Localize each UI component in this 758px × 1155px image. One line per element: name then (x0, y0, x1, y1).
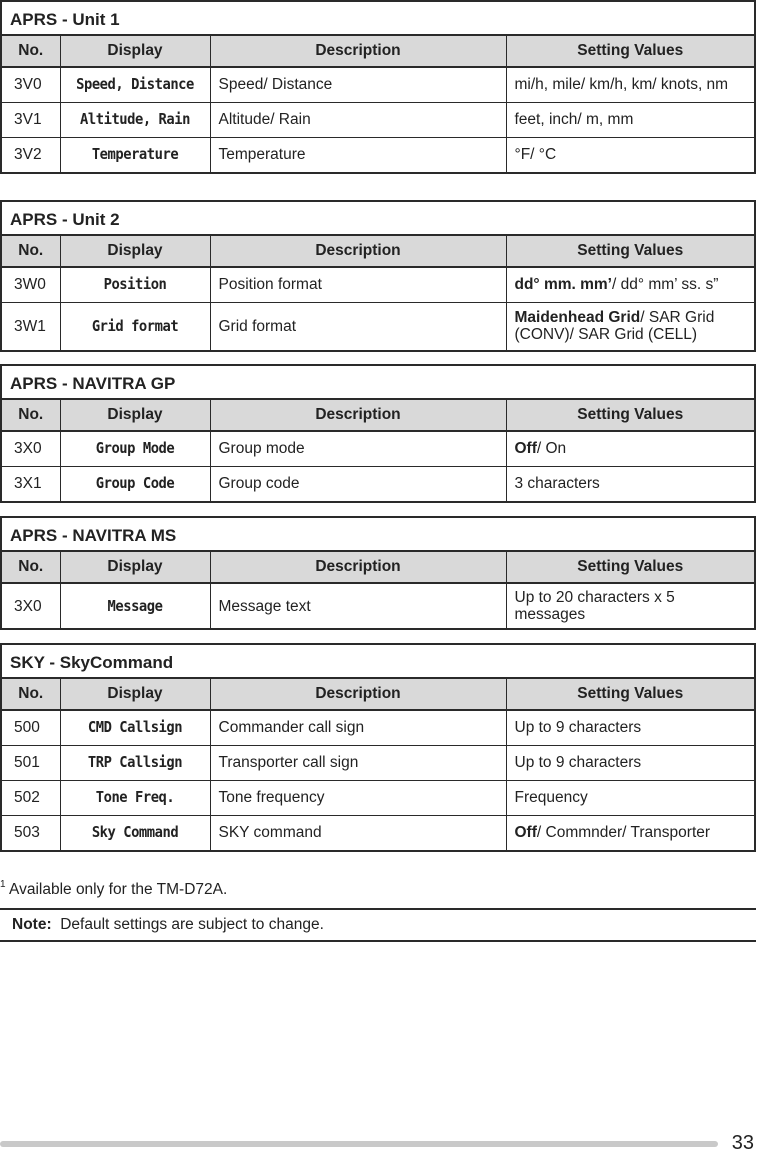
column-header: Description (210, 400, 506, 431)
column-header: Description (210, 679, 506, 710)
row-number: 3V1 (2, 102, 60, 137)
other-values: / SAR Grid (CONV)/ SAR Grid (CELL) (514, 309, 715, 344)
row-setting-values (506, 583, 754, 628)
row-setting-values (506, 815, 754, 850)
row-description: Tone frequency (210, 780, 506, 815)
settings-section (0, 364, 756, 503)
settings-section (0, 516, 756, 630)
row-description: Speed/ Distance (210, 67, 506, 102)
row-display: TRP Callsign (66, 745, 204, 780)
table-row (2, 137, 754, 172)
other-values: °F/ °C (514, 146, 557, 164)
row-display: Altitude, Rain (66, 102, 204, 137)
column-header: Description (210, 36, 506, 67)
row-setting-values (506, 302, 754, 350)
row-number: 3W0 (2, 267, 60, 302)
table-row (2, 466, 754, 501)
row-setting-values (506, 710, 754, 745)
table-row (2, 815, 754, 850)
section-title: APRS - NAVITRA MS (2, 518, 754, 552)
row-display: Speed, Distance (66, 67, 204, 102)
column-header: Description (210, 236, 506, 267)
column-header: Display (60, 236, 210, 267)
other-values: / Commnder/ Transporter (536, 824, 711, 842)
settings-section (0, 643, 756, 852)
table-row (2, 710, 754, 745)
settings-table (2, 36, 754, 172)
other-values: Up to 9 characters (514, 754, 642, 771)
section-title: SKY - SkyCommand (2, 645, 754, 679)
other-values: Up to 9 characters (514, 719, 642, 737)
settings-table (2, 236, 754, 350)
footnote-text: Available only for the TM-D72A. (5, 881, 228, 898)
row-number: 501 (2, 745, 60, 780)
default-value: Maidenhead Grid (514, 309, 641, 327)
row-number: 3V2 (2, 137, 60, 172)
table-row (2, 745, 754, 780)
table-row (2, 431, 754, 466)
column-header: Display (60, 36, 210, 67)
row-description: Group code (210, 466, 506, 501)
other-values: 3 characters (514, 475, 600, 493)
table-row (2, 102, 754, 137)
table-row (2, 780, 754, 815)
settings-table (2, 400, 754, 501)
column-header: No. (2, 36, 60, 67)
row-description: Transporter call sign (210, 745, 506, 780)
row-display: Message (66, 583, 204, 628)
section-title: APRS - NAVITRA GP (2, 366, 754, 400)
other-values: feet, inch/ m, mm (514, 111, 634, 128)
row-setting-values (506, 102, 754, 137)
row-number: 3X0 (2, 431, 60, 466)
row-setting-values (506, 267, 754, 302)
row-setting-values (506, 137, 754, 172)
note-label: Note: (12, 916, 52, 933)
page-divider-bar (0, 1141, 718, 1147)
row-setting-values (506, 431, 754, 466)
column-header: Setting Values (506, 552, 754, 583)
column-header: Display (60, 552, 210, 583)
row-number: 3W1 (2, 302, 60, 350)
column-header: Setting Values (506, 36, 754, 67)
row-setting-values (506, 67, 754, 102)
row-number: 500 (2, 710, 60, 745)
settings-table (2, 679, 754, 850)
settings-section (0, 200, 756, 352)
other-values: Up to 20 characters x 5 messages (514, 589, 675, 623)
settings-table (2, 552, 754, 628)
row-display: CMD Callsign (66, 710, 204, 745)
other-values: Frequency (514, 789, 588, 806)
row-display: Grid format (66, 302, 204, 350)
row-number: 3X1 (2, 466, 60, 501)
row-description: Altitude/ Rain (210, 102, 506, 137)
column-header: Setting Values (506, 679, 754, 710)
column-header: Display (60, 400, 210, 431)
column-header: No. (2, 236, 60, 267)
row-setting-values (506, 780, 754, 815)
row-display: Temperature (66, 137, 204, 172)
footnote-mark: 1 (0, 879, 6, 890)
row-number: 502 (2, 780, 60, 815)
row-number: 503 (2, 815, 60, 850)
column-header: Display (60, 679, 210, 710)
row-display: Group Mode (66, 431, 204, 466)
column-header: Description (210, 552, 506, 583)
row-setting-values (506, 466, 754, 501)
page-number: 33 (731, 1132, 754, 1154)
row-description: Temperature (210, 137, 506, 172)
row-setting-values (506, 745, 754, 780)
row-description: Commander call sign (210, 710, 506, 745)
row-description: SKY command (210, 815, 506, 850)
column-header: Setting Values (506, 400, 754, 431)
settings-section (0, 0, 756, 174)
column-header: No. (2, 552, 60, 583)
section-title: APRS - Unit 2 (2, 202, 754, 236)
row-display: Position (66, 267, 204, 302)
section-title: APRS - Unit 1 (2, 2, 754, 36)
column-header: Setting Values (506, 236, 754, 267)
table-row (2, 583, 754, 628)
row-display: Sky Command (66, 815, 204, 850)
footnote (0, 881, 227, 899)
default-value: dd° mm. mm’ (514, 276, 612, 294)
other-values: / dd° mm’ ss. s” (612, 276, 719, 294)
table-row (2, 67, 754, 102)
column-header: No. (2, 400, 60, 431)
row-description: Message text (210, 583, 506, 628)
row-description: Group mode (210, 431, 506, 466)
column-header: No. (2, 679, 60, 710)
note-text: Default settings are subject to change. (60, 916, 324, 933)
row-number: 3X0 (2, 583, 60, 628)
table-row (2, 267, 754, 302)
row-description: Position format (210, 267, 506, 302)
default-value: Off (514, 824, 537, 842)
other-values: mi/h, mile/ km/h, km/ knots, nm (514, 76, 729, 94)
other-values: / On (536, 440, 567, 458)
note-box (0, 908, 756, 942)
row-description: Grid format (210, 302, 506, 350)
row-display: Tone Freq. (66, 780, 204, 815)
table-row (2, 302, 754, 350)
default-value: Off (514, 440, 537, 458)
row-display: Group Code (66, 466, 204, 501)
row-number: 3V0 (2, 67, 60, 102)
